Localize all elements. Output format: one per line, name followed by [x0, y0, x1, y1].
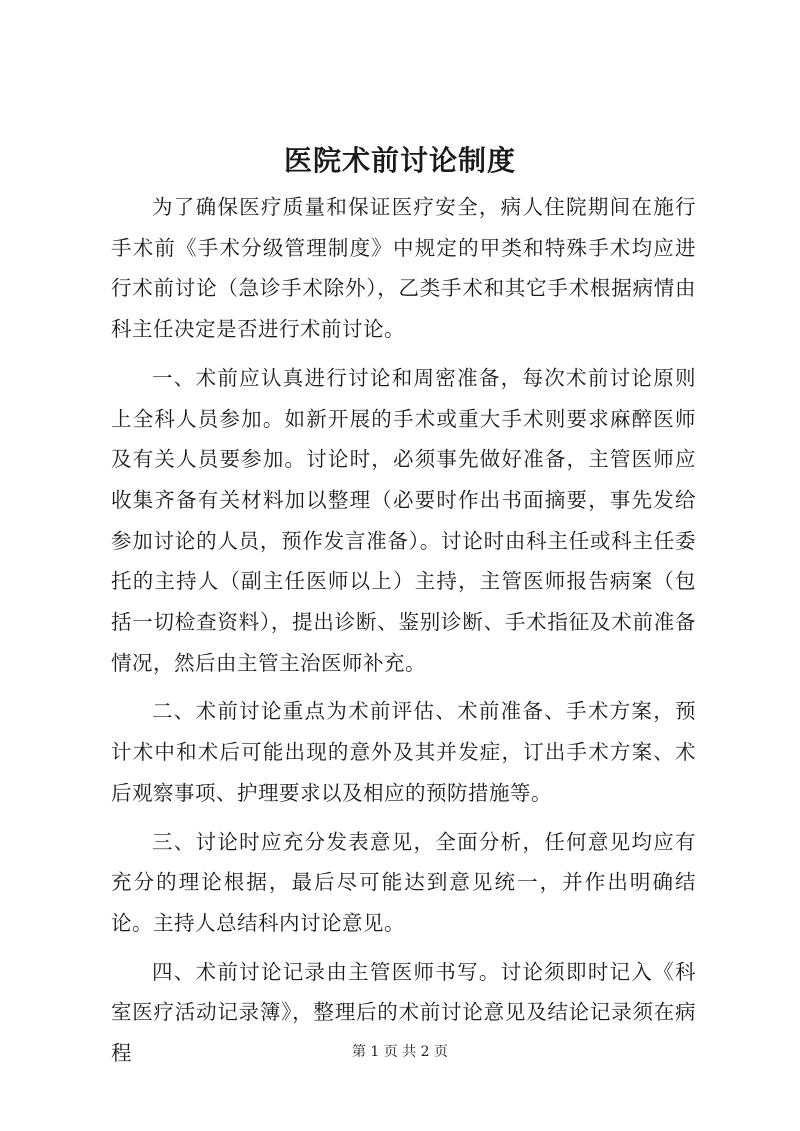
- paragraph-item-2: 二、术前讨论重点为术前评估、术前准备、手术方案，预计术中和术后可能出现的意外及其并发症，订出手术方案、术后观察事项、护理要求以及相应的预防措施等。: [111, 699, 696, 805]
- paragraph-item-3: 三、讨论时应充分发表意见，全面分析，任何意见均应有充分的理论根据，最后尽可能达到意见统一，并作出明确结论。主持人总结科内讨论意见。: [111, 829, 696, 935]
- document-body: [111, 187, 696, 1082]
- paragraph-item-1: 一、术前应认真进行讨论和周密准备，每次术前讨论原则上全科人员参加。如新开展的手术或重大手术则要求麻醉医师及有关人员要参加。讨论时，必须事先做好准备，主管医师应收集齐备有关材料加以整理（必要时作出书面摘要，事先发给参加讨论的人员，预作发言准备）。讨论时由科主任或科主任委托的主持人（副主任医师以上）主持，主管医师报告病案（包括一切检查资料），提出诊断、鉴别诊断、手术指征及术前准备情况，然后由主管主治医师补充。: [111, 365, 696, 675]
- document-title: 医院术前讨论制度: [283, 144, 516, 177]
- page-footer: 第 1 页 共 2 页: [351, 1044, 449, 1060]
- paragraph-intro: 为了确保医疗质量和保证医疗安全，病人住院期间在施行手术前《手术分级管理制度》中规定的甲类和特殊手术均应进行术前讨论（急诊手术除外），乙类手术和其它手术根据病情由科主任决定是否进行术前讨论。: [111, 195, 696, 342]
- paragraph-item-4: 四、术前讨论记录由主管医师书写。讨论须即时记入《科室医疗活动记录簿》，整理后的术前讨论意见及结论记录须在病程: [111, 959, 696, 1066]
